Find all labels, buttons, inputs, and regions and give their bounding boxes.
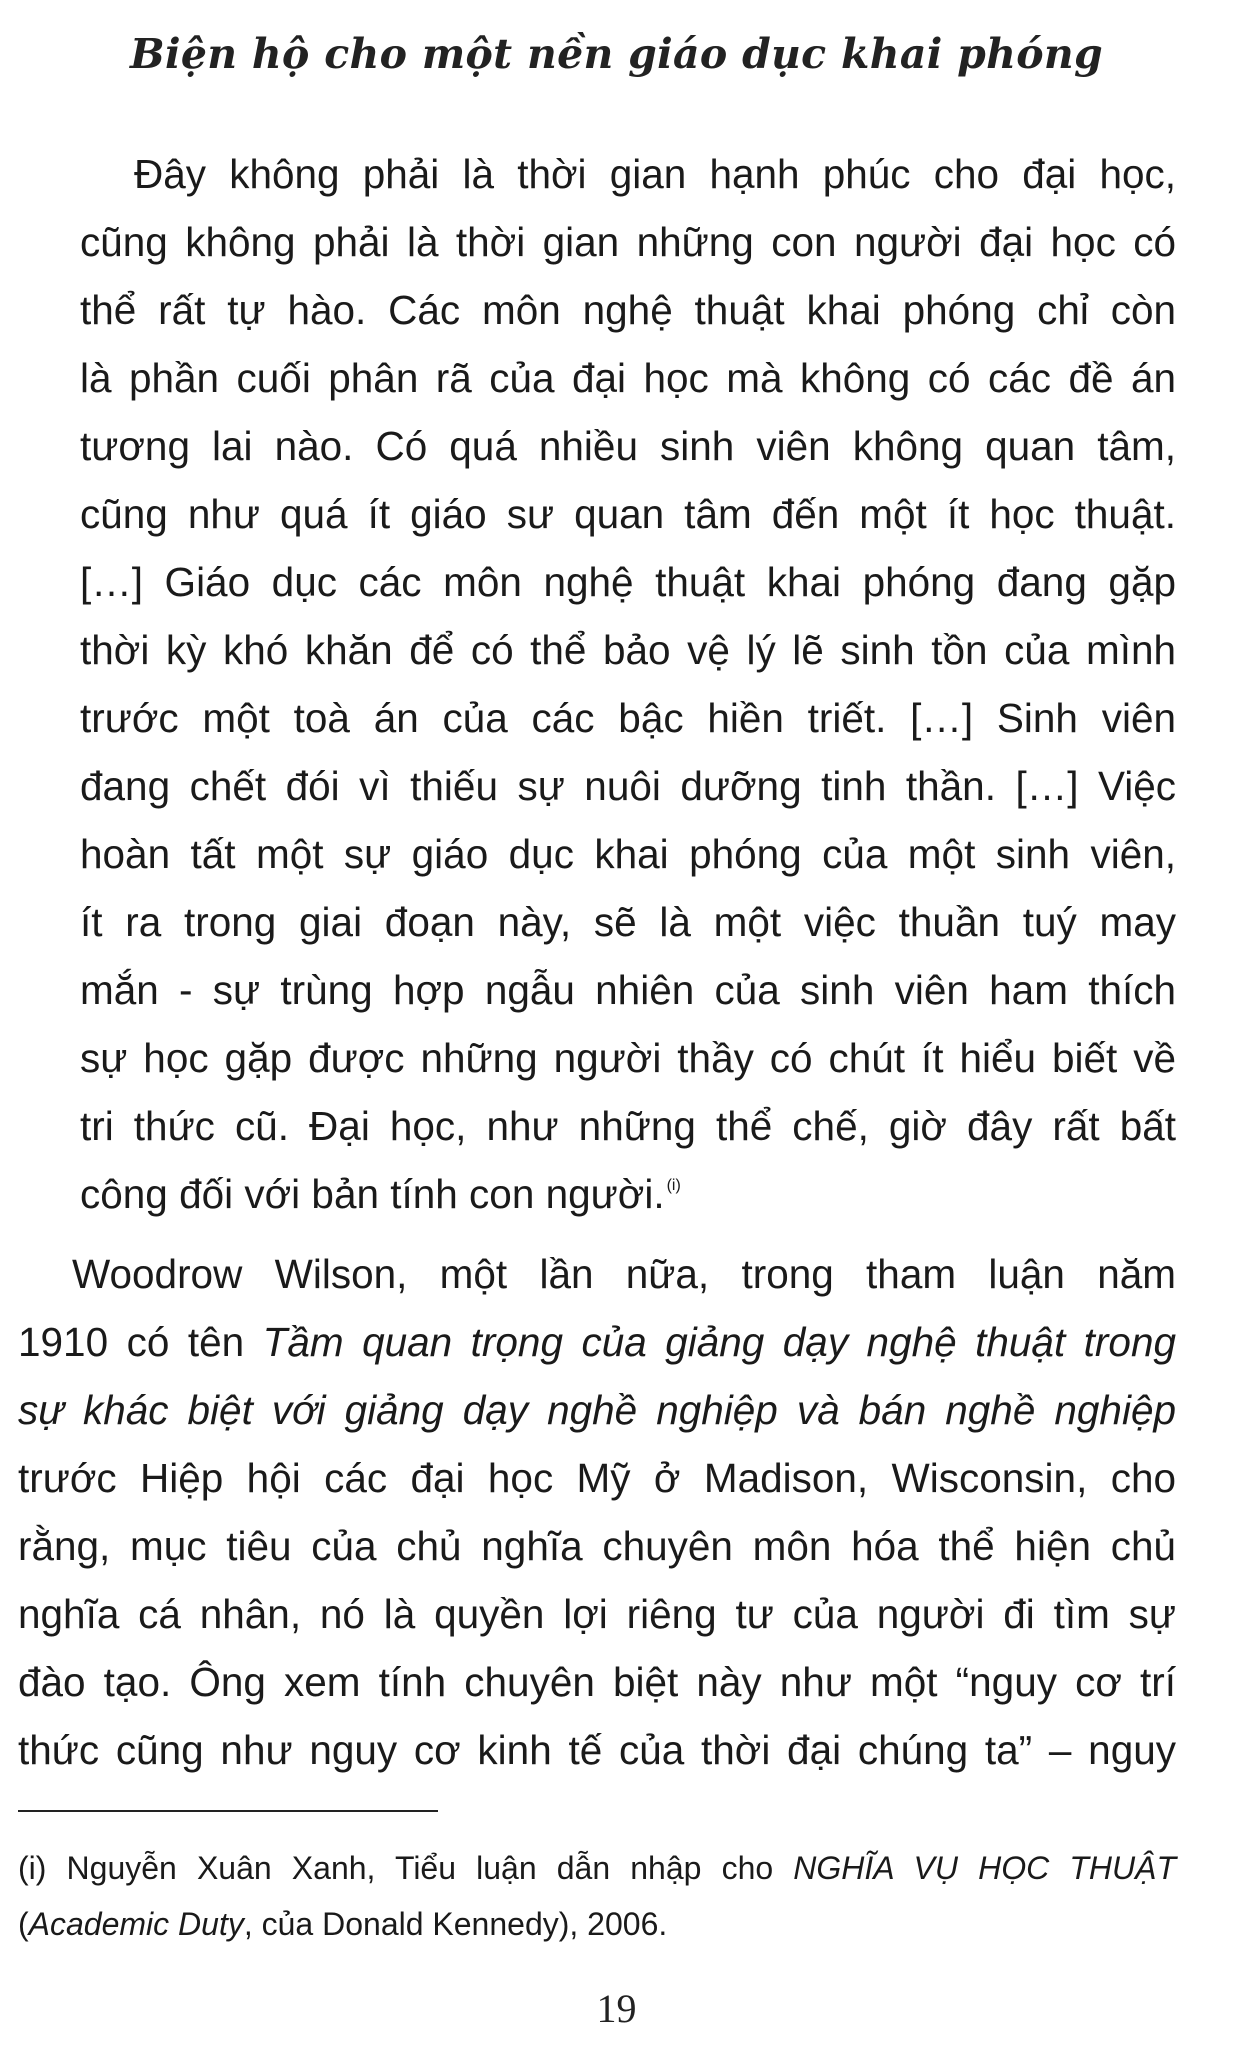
block-quote bbox=[80, 140, 1176, 1228]
quote-line: tri thức cũ. Đại học, như những thể chế, giờ đây rất bất bbox=[80, 1103, 1176, 1149]
body-line: thức cũng như nguy cơ kinh tế của thời đại chúng ta” – nguy bbox=[18, 1727, 1176, 1773]
book-title-original: Academic Duty bbox=[28, 1906, 244, 1942]
book-title: NGHĨA VỤ HỌC THUẬT bbox=[793, 1850, 1177, 1886]
footnote-text: , của Donald Kennedy), 2006. bbox=[243, 1906, 668, 1942]
quote-line: hoàn tất một sự giáo dục khai phóng của một sinh viên, bbox=[80, 831, 1176, 877]
footnote bbox=[18, 1840, 1176, 1952]
body-paragraph bbox=[18, 1240, 1176, 1784]
body-text: 1910 có tên bbox=[18, 1319, 263, 1365]
body-line: Woodrow Wilson, một lần nữa, trong tham luận năm bbox=[72, 1251, 1176, 1297]
work-title: Tầm quan trọng của giảng dạy nghệ thuật trong bbox=[262, 1319, 1176, 1365]
quote-line: thời kỳ khó khăn để có thể bảo vệ lý lẽ sinh tồn của mình bbox=[80, 627, 1176, 673]
page-number: 19 bbox=[596, 1986, 637, 2031]
running-head: Biện hộ cho một nền giáo dục khai phóng bbox=[130, 30, 1103, 78]
quote-line: mắn - sự trùng hợp ngẫu nhiên của sinh viên ham thích bbox=[80, 967, 1176, 1013]
quote-last-line bbox=[80, 1160, 1176, 1228]
quote-line: ít ra trong giai đoạn này, sẽ là một việc thuần tuý may bbox=[80, 899, 1176, 945]
quote-line: cũng không phải là thời gian những con người đại học có bbox=[80, 219, 1176, 265]
quote-line: sự học gặp được những người thầy có chút ít hiểu biết về bbox=[80, 1035, 1176, 1081]
quote-line: là phần cuối phân rã của đại học mà không có các đề án bbox=[80, 355, 1176, 401]
footnote-line bbox=[18, 1840, 1176, 1896]
footnote-divider bbox=[18, 1810, 438, 1812]
footnote-text: (i) Nguyễn Xuân Xanh, Tiểu luận dẫn nhập cho bbox=[18, 1850, 794, 1886]
body-line bbox=[18, 1308, 1176, 1376]
footnote-text: ( bbox=[18, 1906, 29, 1942]
quote-line: thể rất tự hào. Các môn nghệ thuật khai phóng chỉ còn bbox=[80, 287, 1176, 333]
body-line bbox=[18, 1376, 1176, 1444]
quote-line: […] Giáo dục các môn nghệ thuật khai phóng đang gặp bbox=[80, 559, 1176, 605]
quote-line: cũng như quá ít giáo sư quan tâm đến một ít học thuật. bbox=[80, 491, 1176, 537]
quote-line: trước một toà án của các bậc hiền triết. […] Sinh viên bbox=[80, 695, 1176, 741]
footnote-line bbox=[18, 1896, 1176, 1952]
quote-line: đang chết đói vì thiếu sự nuôi dưỡng tinh thần. […] Việc bbox=[80, 763, 1176, 809]
body-line: rằng, mục tiêu của chủ nghĩa chuyên môn hóa thể hiện chủ bbox=[18, 1523, 1176, 1569]
body-line: trước Hiệp hội các đại học Mỹ ở Madison, Wisconsin, cho bbox=[18, 1455, 1176, 1501]
work-title: sự khác biệt với giảng dạy nghề nghiệp và bán nghề nghiệp bbox=[18, 1387, 1176, 1433]
body-line: đào tạo. Ông xem tính chuyên biệt này như một “nguy cơ trí bbox=[18, 1659, 1176, 1705]
quote-line-text: công đối với bản tính con người. bbox=[80, 1171, 665, 1217]
quote-line: Đây không phải là thời gian hạnh phúc cho đại học, bbox=[134, 151, 1176, 197]
quote-line: tương lai nào. Có quá nhiều sinh viên không quan tâm, bbox=[80, 423, 1176, 469]
body-line: nghĩa cá nhân, nó là quyền lợi riêng tư của người đi tìm sự bbox=[18, 1591, 1176, 1637]
footnote-marker[interactable]: (i) bbox=[666, 1177, 681, 1194]
